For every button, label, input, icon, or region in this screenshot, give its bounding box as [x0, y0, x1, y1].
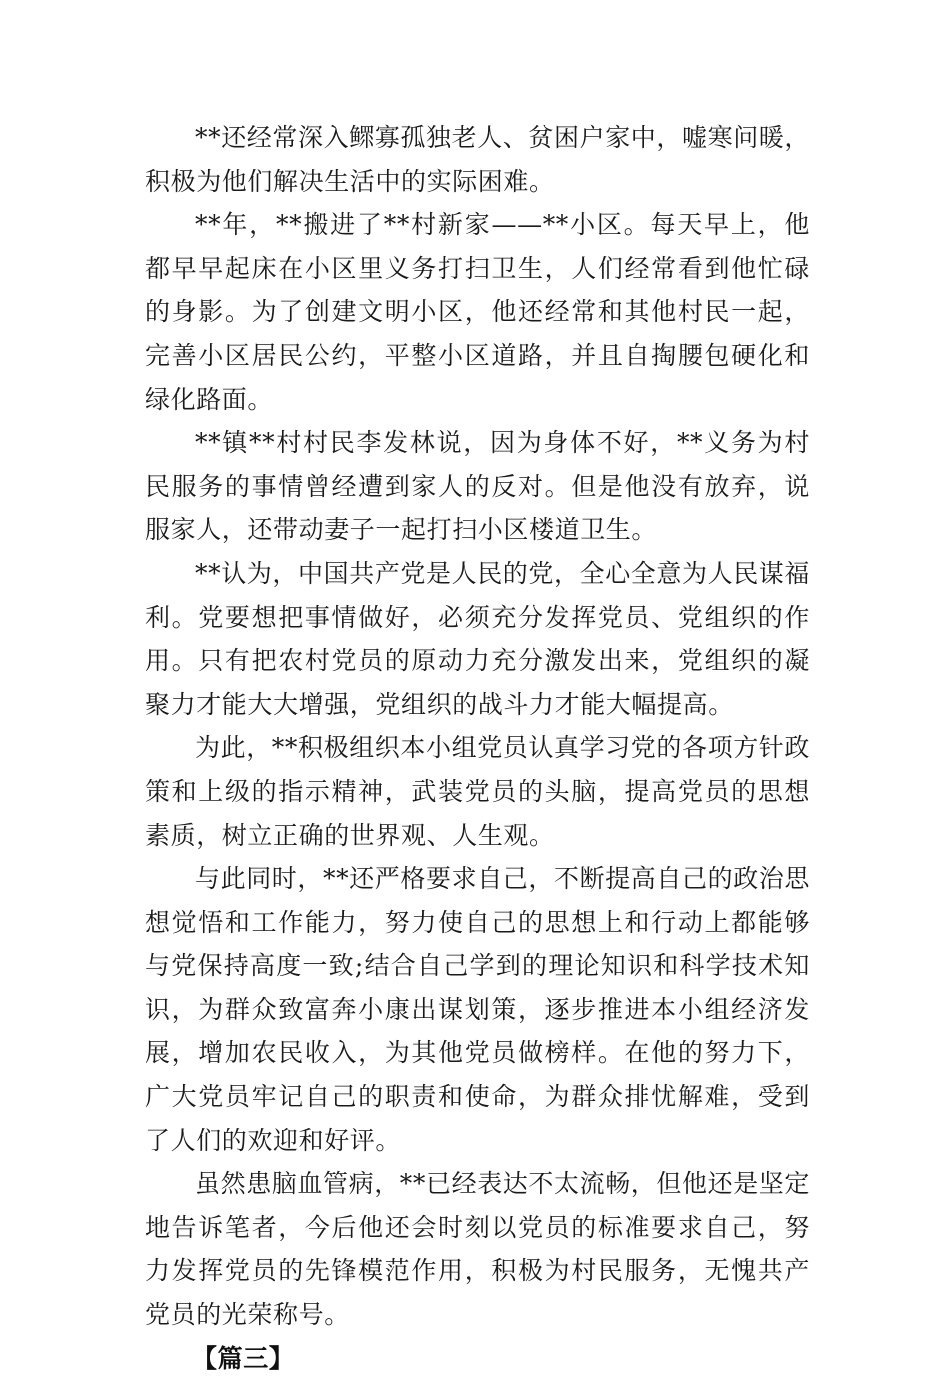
paragraph-3: **镇**村村民李发林说，因为身体不好，**义务为村民服务的事情曾经遭到家人的反对。但是他没有放弃，说服家人，还带动妻子一起打扫小区楼道卫生。	[145, 428, 810, 545]
section-heading: 【篇三】	[192, 1343, 295, 1373]
paragraph-5: 为此，**积极组织本小组党员认真学习党的各项方针政策和上级的指示精神，武装党员的头脑，提高党员的思想素质，树立正确的世界观、人生观。	[145, 733, 811, 850]
paragraph-4: **认为，中国共产党是人民的党，全心全意为人民谋福利。党要想把事情做好，必须充分发挥党员、党组织的作用。只有把农村党员的原动力充分激发出来，党组织的凝聚力才能大大增强，党组织的战斗力才能大幅提高。	[145, 558, 811, 719]
document-body	[145, 116, 810, 1380]
paragraph-7: 虽然患脑血管病，**已经表达不太流畅，但他还是坚定地告诉笔者，今后他还会时刻以党员的标准要求自己，努力发挥党员的先锋模范作用，积极为村民服务，无愧共产党员的光荣称号。	[145, 1169, 811, 1330]
paragraph-6: 与此同时，**还严格要求自己，不断提高自己的政治思想觉悟和工作能力，努力使自己的思想上和行动上都能够与党保持高度一致;结合自己学到的理论知识和科学技术知识，为群众致富奔小康出谋划策，逐步推进本小组经济发展，增加农民收入，为其他党员做榜样。在他的努力下，广大党员牢记自己的职责和使命，为群众排忧解难，受到了人们的欢迎和好评。	[145, 864, 811, 1155]
paragraph-2: **年，**搬进了**村新家——**小区。每天早上，他都早早起床在小区里义务打扫卫生，人们经常看到他忙碌的身影。为了创建文明小区，他还经常和其他村民一起，完善小区居民公约，平整小区道路，并且自掏腰包硬化和绿化路面。	[145, 210, 810, 414]
paragraph-1: **还经常深入鳏寡孤独老人、贫困户家中，嘘寒问暖，积极为他们解决生活中的实际困难。	[145, 123, 811, 196]
